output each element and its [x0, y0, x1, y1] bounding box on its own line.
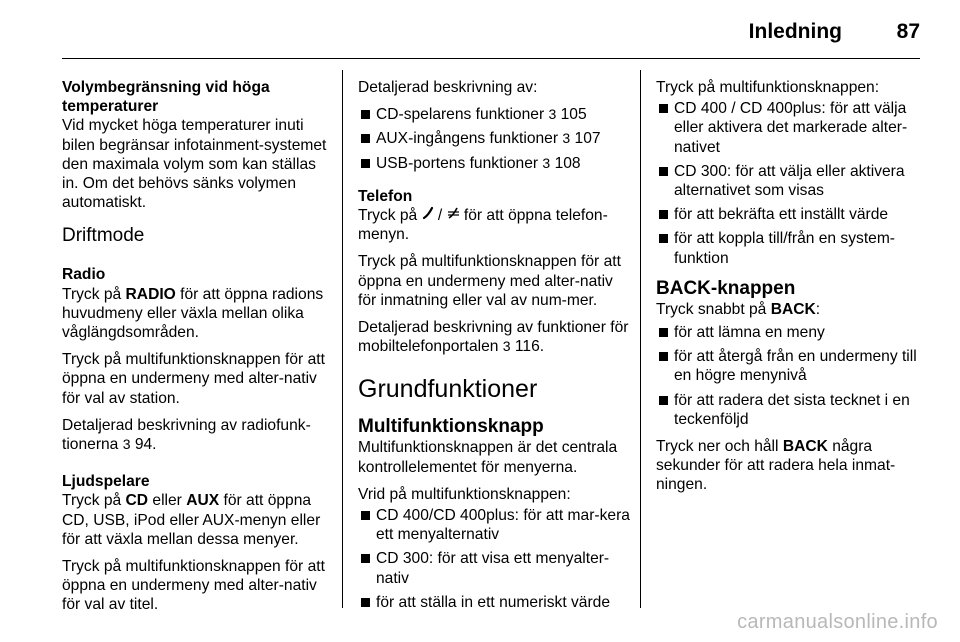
phone-icon	[422, 207, 434, 224]
header-rule	[62, 58, 920, 59]
paragraph: Tryck på RADIO för att öppna radions huvudmeny eller växla mellan olika våglängdsområden.	[62, 285, 324, 342]
paragraph: Tryck snabbt på BACK:	[656, 300, 821, 318]
column-divider	[640, 70, 641, 608]
bullet-square-icon	[361, 598, 370, 607]
paragraph: Tryck på multifunktionsknappen:	[656, 79, 880, 96]
ref-arrow-icon: 3	[562, 130, 571, 147]
key-label: CD	[125, 492, 149, 510]
phone-off-icon	[447, 207, 460, 224]
bullet-square-icon	[361, 134, 370, 143]
section-heading: BACK-knappen	[656, 277, 796, 299]
key-label: BACK	[770, 300, 816, 318]
bullet-square-icon	[659, 234, 668, 243]
bullet-square-icon	[361, 511, 370, 520]
paragraph: Detaljerad beskrivning av radiofunk-tionerna 3 94.	[62, 416, 311, 454]
list-item: för att bekräfta ett inställt värde	[656, 205, 930, 224]
section-heading: Multifunktionsknapp	[358, 416, 544, 438]
list-item: för att ställa in ett numeriskt värde	[358, 593, 630, 612]
bullet-square-icon	[361, 110, 370, 119]
list-item: för att radera det sista tecknet i en teckenföljd	[656, 391, 930, 429]
ref-arrow-icon: 3	[542, 154, 551, 171]
page-header	[0, 0, 960, 60]
page-number: 87	[896, 20, 920, 43]
bullet-square-icon	[361, 554, 370, 563]
list-item: CD 400/CD 400plus: för att mar-kera ett menyalternativ	[358, 506, 630, 544]
bullet-list	[358, 506, 630, 612]
bullet-list	[358, 105, 630, 173]
paragraph: Tryck på multifunktionsknappen för att öppna en undermeny med alter-nativ för inmatning eller val av num-mer.	[358, 253, 621, 309]
list-item: CD 300: för att välja eller aktivera alternativet som visas	[656, 162, 930, 200]
bullet-square-icon	[659, 396, 668, 405]
column-divider	[342, 70, 343, 608]
list-item: CD 400 / CD 400plus: för att välja eller aktivera det markerade alter-nativet	[656, 99, 930, 157]
column-1	[62, 78, 330, 623]
bullet-square-icon	[659, 104, 668, 113]
bullet-square-icon	[659, 352, 668, 361]
subsection-title: Telefon	[358, 187, 413, 205]
list-item: CD 300: för att visa ett menyalter-nativ	[358, 549, 630, 587]
list-item: USB-portens funktioner 3 108	[358, 154, 630, 173]
chapter-heading: Grundfunktioner	[358, 375, 538, 404]
paragraph: Vid mycket höga temperaturer inuti bilen begränsar infotainment-systemet den maximala volym som kan ställas in. Om det behövs sänks volymen automatiskt.	[62, 117, 327, 212]
bullet-square-icon	[659, 167, 668, 176]
column-2	[358, 78, 630, 620]
key-label: BACK	[782, 438, 828, 456]
subsection-title: Radio	[62, 266, 106, 284]
list-item: AUX-ingångens funktioner 3 107	[358, 129, 630, 148]
bullet-square-icon	[659, 210, 668, 219]
paragraph: Tryck på CD eller AUX för att öppna CD, USB, iPod eller AUX-menyn eller för att växla mellan dessa menyer.	[62, 492, 321, 548]
key-label: AUX	[186, 492, 220, 510]
paragraph: Vrid på multifunktionsknappen:	[358, 485, 571, 503]
paragraph: Tryck på / för att öppna telefon-menyn.	[358, 207, 608, 244]
paragraph: Detaljerad beskrivning av funktioner för mobiltelefonportalen 3 116.	[358, 319, 629, 356]
watermark: carmanualsonline.info	[737, 611, 938, 633]
section-title: Volymbegränsning vid höga temperaturer	[62, 79, 270, 116]
key-label: RADIO	[125, 285, 176, 303]
list-item: CD-spelarens funktioner 3 105	[358, 105, 630, 124]
list-item: för att koppla till/från en system-funktion	[656, 229, 930, 267]
list-item: för att lämna en meny	[656, 323, 930, 342]
bullet-square-icon	[361, 159, 370, 168]
ref-arrow-icon: 3	[502, 338, 511, 355]
ref-arrow-icon: 3	[548, 106, 557, 123]
paragraph: Tryck på multifunktionsknappen för att öppna en undermeny med alter-nativ för val av titel.	[62, 558, 325, 614]
bullet-list	[656, 323, 930, 429]
column-3	[656, 78, 930, 503]
bullet-square-icon	[659, 328, 668, 337]
subsection-title: Ljudspelare	[62, 473, 150, 491]
ref-arrow-icon: 3	[122, 436, 131, 453]
paragraph: Tryck på multifunktionsknappen för att öppna en undermeny med alter-nativ för val av station.	[62, 351, 325, 407]
paragraph: Multifunktionsknappen är det centrala kontrollelementet för menyerna.	[358, 439, 618, 476]
paragraph: Detaljerad beskrivning av:	[358, 79, 538, 96]
bullet-list	[656, 99, 930, 268]
list-item: för att återgå från en undermeny till en högre menynivå	[656, 347, 930, 385]
section-heading: Driftmode	[62, 225, 145, 247]
page-title: Inledning	[748, 20, 842, 43]
paragraph: Tryck ner och håll BACK några sekunder för att radera hela inmat-ningen.	[656, 438, 896, 494]
